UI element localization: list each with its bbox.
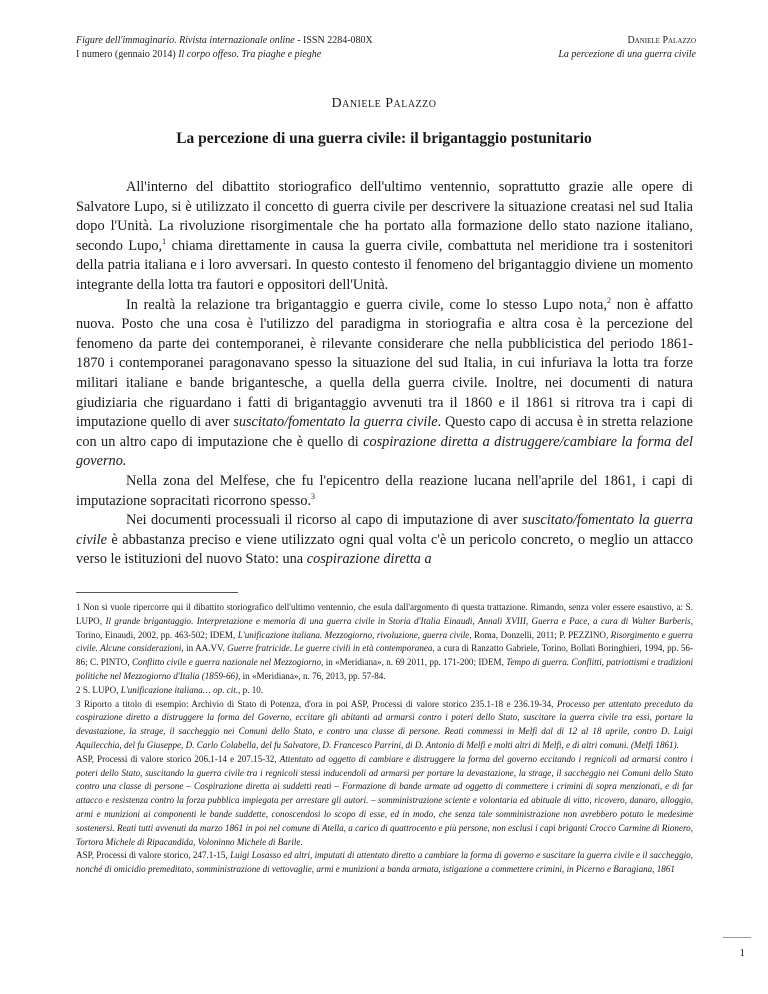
journal-name: Figure dell'immaginario. Rivista internazionale online: [76, 35, 295, 46]
article-title: La percezione di una guerra civile: il brigantaggio postunitario: [176, 130, 592, 147]
page-number-rule: [723, 937, 751, 938]
footnote-separator: [76, 592, 238, 593]
journal-issn: - ISSN 2284-080X: [294, 35, 373, 46]
issue-theme: Il corpo offeso. Tra piaghe e pieghe: [178, 49, 322, 60]
footnotes: [76, 601, 693, 877]
footnote-2: 2 S. LUPO, L'unificazione italiana… op. cit., p. 10.: [76, 684, 264, 695]
running-header-left: [76, 34, 373, 62]
page-number: 1: [739, 947, 745, 959]
paragraph-4: Nei documenti processuali il ricorso al capo di imputazione di aver suscitato/fomentato la guerra civile è abbastanza preciso e viene utilizzato ogni qual volta c'è un pericolo concreto, o meglio un attacco verso le istituzioni del nuovo Stato: una cospirazione diretta a: [76, 512, 693, 568]
running-header-right: [558, 34, 696, 62]
issue-info: I numero (gennaio 2014): [76, 49, 179, 60]
footnote-1: 1 Non si vuole ripercorre qui il dibattito storiografico dell'ultimo ventennio, che esula dall'argomento di questa trattazione. Rimando, senza voler essere esaustivo, a: S. LUPO, Il grande brigantaggio. Interpretazione e memoria di una guerra civile in Storia d'Italia Einaudi, Annali XVIII, Guerra e Pace, a cura di Walter Barberis, Torino, Einaudi, 2002, pp. 463-502; IDEM, L'unificazione italiana. Mezzogiorno, rivoluzione, guerra civile, Roma, Donzelli, 2011; P. PEZZINO, Risorgimento e guerra civile. Alcune considerazioni, in AA.VV. Guerre fratricide. Le guerre civili in età contemporanea, a cura di Ranzatto Gabriele, Torino, Bollati Boringhieri, 1994, pp. 56-86; C. PINTO, Conflitto civile e guerra nazionale nel Mezzogiorno, in «Meridiana», n. 69 2011, pp. 171-200; IDEM, Tempo di guerra. Conflitti, patriottismi e tradizioni politiche nel Mezzogiorno d'Italia (1859-66), in «Meridiana», n. 76, 2013, pp. 57-84.: [76, 602, 693, 681]
footnote-ref-3[interactable]: 3: [311, 491, 316, 501]
paragraph-3: Nella zona del Melfese, che fu l'epicentro della reazione lucana nell'aprile del 1861, i capi di imputazione sopracitati ricorrono spesso.$^3$: [76, 472, 693, 509]
header-author: Daniele Palazzo: [627, 35, 696, 46]
footnote-3-cont-b: ASP, Processi di valore storico, 247.1-15, Luigi Losasso ed altri, imputati di attentato diretto a cambiare la forma di governo e suscitare la guerra civile e il saccheggio, nonché di omicidio premeditato, somministrazione di vettovaglie, armi e munizioni a banda armata, istigazione a commettere crimini, in Picerno e Baragiana, 1861: [76, 850, 693, 875]
article-body: [76, 178, 693, 570]
paragraph-2: In realtà la relazione tra brigantaggio e guerra civile, come lo stesso Lupo nota,$^2$ non è affatto nuova. Posto che una cosa è l'utilizzo del paradigma in storiografia e altra cosa è la percezione del fenomeno da parte dei contemporanei, è rilevante considerare che nella pubblicistica del periodo 1861-1870 i contemporanei paragonavano spesso la situazione del sud Italia, in cui infuriava la lotta tra forze militari italiane e bande brigantesche, a quella della guerra civile. Inoltre, nei documenti di natura giudiziaria che riguardano i fatti di brigantaggio avvenuti tra il 1860 e il 1861 si ritrova tra i capi di imputazione quello di aver suscitato/fomentato la guerra civile. Questo capo di accusa è in stretta relazione con un altro capo di imputazione che è quello di cospirazione diretta a distruggere/cambiare la forma del governo.: [76, 295, 694, 470]
article-author: Daniele Palazzo: [331, 96, 437, 111]
footnote-ref-2[interactable]: 2: [606, 295, 611, 305]
footnote-ref-1[interactable]: 1: [162, 236, 167, 246]
header-article-title: La percezione di una guerra civile: [558, 49, 696, 60]
footnote-3-cont-a: ASP, Processi di valore storico 206.1-14 e 207.15-32, Attentato ad oggetto di cambiare e distruggere la forma del governo eccitando i regnicoli ad armarsi contro i poteri dello Stato, suscitando la guerra civile tra i regnicoli stessi inducendoli ad armarsi per portare la devastazione, la strage, il saccheggio nei Comuni dello Stato contro una classe di persone – Cospirazione diretta ai suddetti reati – Formazione di bande armate ad oggetto di commettere i crimini di sopra menzionati, e di far attacco e resistenza contro la forza pubblica impiegata per arrestare gli autori. – somministrazione sciente e volontaria ed abituale di vitto, ricovero, danaro, alloggio, armi e munizioni ai componenti le bande suddette, conoscendosi lo scopo di esse, ed in modo, che senza tale somministrazione non avrebbero potuto le medesime sostenersi. Reati tutti avvenuti da marzo 1861 in poi nel comune di Atella, a carico di quattrocento e più persone, non esclusi i capi briganti Crocco Carmine di Rionero, Tortora Michele di Ripacandida, Voloninno Michele di Barile.: [76, 753, 693, 847]
paragraph-1: All'interno del dibattito storiografico dell'ultimo ventennio, soprattutto grazie alle opere di Salvatore Lupo, si è utilizzato il concetto di guerra civile per descrivere la situazione creatasi nel sud Italia dopo l'Unità. La rivoluzione risorgimentale che ha portato alla formazione dello stato nazione italiano, secondo Lupo,$^1$ chiama direttamente in causa la guerra civile, combattuta nel meridione tra i sostenitori della patria italiana e i loro avversari. In questo contesto il fenomeno del brigantaggio diviene un momento integrante della lotta tra fautori e oppositori dell'Unità.: [76, 179, 693, 293]
footnote-3: 3 Riporto a titolo di esempio: Archivio di Stato di Potenza, d'ora in poi ASP, Processi di valore storico 235.1-18 e 236.19-34, Processo per attentato preceduto da cospirazione diretto a distruggere la forma del Governo, eccitare gli abitanti ad armarsi contro i poteri dello Stato, suscitare la guerra civile tra essi, portare la devastazione, la strage, il saccheggio nei Comuni dello Stato, e contro una classe di persone. Reati commessi in Melfi dal di 12 al 18 aprile, contro D. Luigi Aquilecchia, del fu Giuseppe, D. Carlo Colabella, del fu Salvatore, D. Francesco Parrini, di D. Antonio di Melfi e molti altri di Melfi, e di altri comuni. (Melfi 1861).: [76, 698, 693, 750]
